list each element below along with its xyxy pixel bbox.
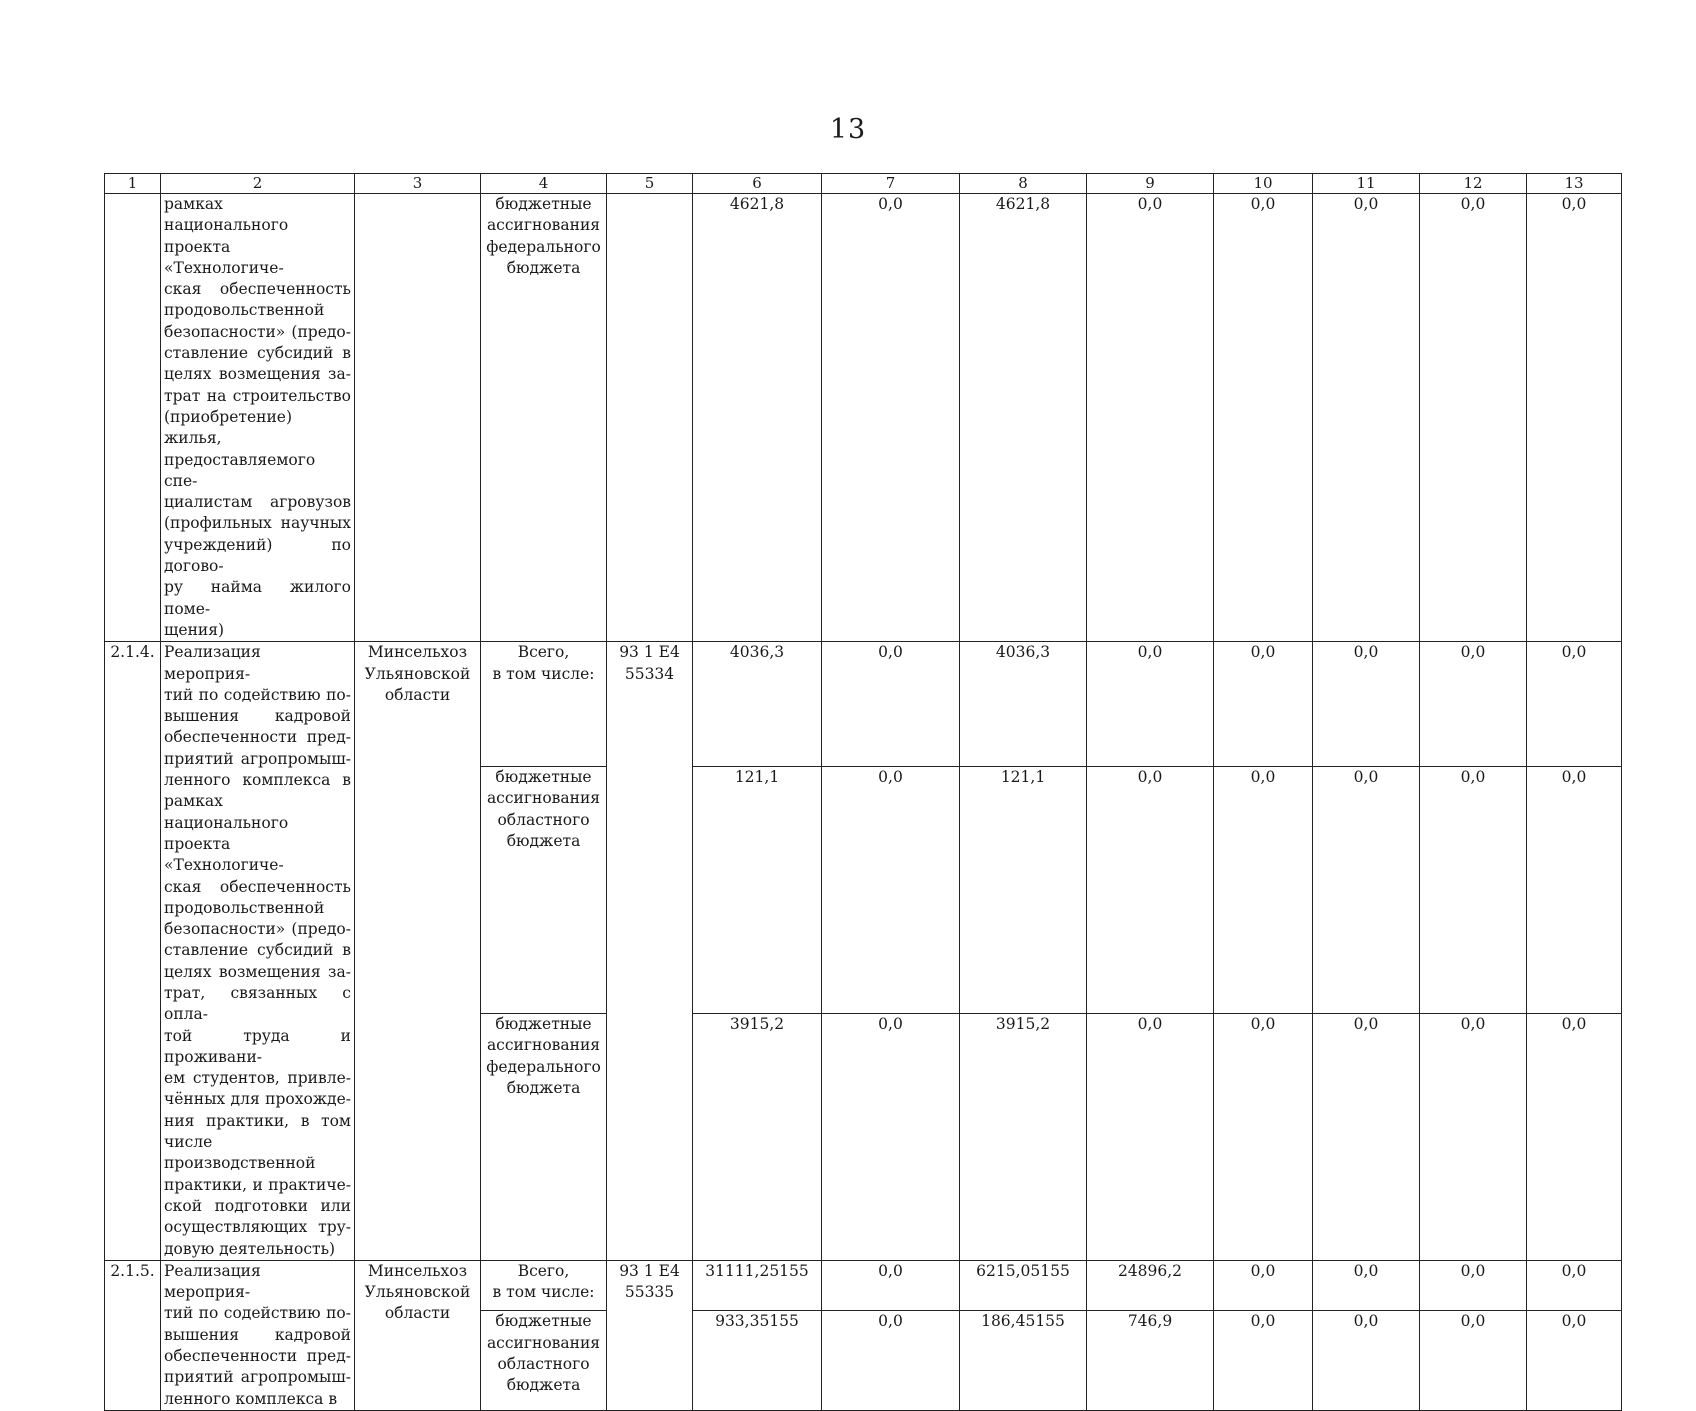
value-cell: 0,0 [822, 1260, 960, 1310]
description-line: осуществляющих тру- [164, 1218, 351, 1237]
code-cell [607, 1260, 693, 1410]
description-line: предоставляемого спе- [164, 450, 316, 490]
description-line: приятий агропромыш- [164, 749, 351, 768]
col-header: 9 [1087, 174, 1214, 194]
value-cell: 0,0 [1087, 1013, 1214, 1260]
description-line: рамках национального [164, 792, 289, 832]
description-line: ленного комплекса в [164, 1389, 338, 1408]
description-line: целях возмещения за- [164, 962, 351, 981]
funding-source [481, 1311, 607, 1411]
cell-line: бюджета [506, 831, 581, 850]
value-cell: 0,0 [1087, 767, 1214, 1014]
value-cell: 0,0 [1087, 194, 1214, 642]
measure-description [161, 194, 355, 642]
value-cell: 0,0 [1420, 1260, 1527, 1310]
row-number-cell: 2.1.4. [105, 642, 161, 1261]
description-line: циалистам агровузов [164, 493, 351, 512]
cell-line: областного [497, 1354, 590, 1373]
cell-line: области [384, 685, 451, 704]
description-line: ленного комплекса в [164, 771, 351, 790]
value-cell: 0,0 [822, 642, 960, 767]
value-cell: 0,0 [1214, 1260, 1313, 1310]
description-line: вышения кадровой [164, 707, 351, 726]
cell-line: ассигнования [486, 216, 601, 235]
description-line: ставление субсидий в [164, 941, 351, 960]
value-cell: 0,0 [1313, 194, 1420, 642]
value-cell: 0,0 [1313, 1260, 1420, 1310]
description-line: ру найма жилого поме- [164, 578, 351, 618]
description-line: вышения кадровой [164, 1325, 351, 1344]
col-header: 6 [693, 174, 822, 194]
value-cell: 0,0 [1214, 1311, 1313, 1411]
cell-line: федерального [486, 237, 601, 256]
description-line: трат на строительство [164, 386, 351, 405]
executor-cell [355, 194, 481, 642]
value-cell: 0,0 [822, 1013, 960, 1260]
cell-line: областного [497, 810, 590, 829]
col-header: 4 [481, 174, 607, 194]
col-header: 1 [105, 174, 161, 194]
value-cell: 0,0 [822, 194, 960, 642]
funding-source [481, 1013, 607, 1260]
description-line: Реализация мероприя- [164, 643, 261, 683]
description-line: проекта «Технологиче- [164, 834, 284, 875]
description-line: (приобретение) жилья, [164, 407, 293, 448]
cell-line: бюджетные [495, 195, 592, 213]
value-cell: 121,1 [960, 767, 1087, 1014]
cell-line: в том числе: [492, 1283, 595, 1302]
row-number-cell: 2.1.5. [105, 1260, 161, 1410]
cell-line: 93 1 E4 [619, 643, 680, 662]
col-header: 12 [1420, 174, 1527, 194]
cell-line: Ульяновской [364, 664, 471, 683]
value-cell: 4621,8 [693, 194, 822, 642]
value-cell: 0,0 [1527, 194, 1622, 642]
value-cell: 4036,3 [960, 642, 1087, 767]
description-line: (профильных научных [164, 514, 351, 533]
table-row [105, 642, 1622, 767]
value-cell: 0,0 [1214, 194, 1313, 642]
description-line: обеспеченности пред- [164, 728, 351, 747]
value-cell: 0,0 [1420, 642, 1527, 767]
cell-line: ассигнования [486, 789, 601, 808]
description-line: ская обеспеченность [164, 280, 351, 299]
description-line: целях возмещения за- [164, 365, 351, 384]
cell-line: бюджета [506, 1376, 581, 1395]
description-line: практики, и практиче- [164, 1175, 351, 1194]
value-cell: 0,0 [1527, 767, 1622, 1014]
cell-line: ассигнования [486, 1036, 601, 1055]
description-line: продовольственной [164, 898, 325, 917]
cell-line: ассигнования [486, 1333, 601, 1352]
cell-line: бюджета [506, 258, 581, 277]
value-cell: 0,0 [1420, 767, 1527, 1014]
cell-line: 55334 [624, 664, 675, 683]
table-row [105, 194, 1622, 642]
cell-line: бюджета [506, 1078, 581, 1097]
description-line: рамках национального [164, 195, 289, 235]
value-cell: 0,0 [1313, 1311, 1420, 1411]
description-line: ской подготовки или [164, 1196, 351, 1215]
col-header: 3 [355, 174, 481, 194]
description-line: ставление субсидий в [164, 344, 351, 363]
funding-source [481, 642, 607, 767]
funding-source [481, 767, 607, 1014]
value-cell: 0,0 [1214, 642, 1313, 767]
cell-line: федерального [486, 1057, 601, 1076]
col-header: 11 [1313, 174, 1420, 194]
value-cell: 0,0 [822, 767, 960, 1014]
description-line: ем студентов, привле- [164, 1069, 351, 1088]
col-header: 8 [960, 174, 1087, 194]
value-cell: 0,0 [1214, 767, 1313, 1014]
description-line: проекта «Технологиче- [164, 237, 284, 277]
description-line: щения) [164, 620, 225, 639]
cell-line: Минсельхоз [367, 1261, 468, 1280]
value-cell: 0,0 [1313, 767, 1420, 1014]
description-line: ская обеспеченность [164, 877, 351, 896]
description-line: безопасности» (предо- [164, 920, 351, 939]
col-header: 7 [822, 174, 960, 194]
executor-cell [355, 642, 481, 1261]
value-cell: 4621,8 [960, 194, 1087, 642]
cell-line: 93 1 E4 [619, 1261, 680, 1280]
value-cell: 6215,05155 [960, 1260, 1087, 1310]
code-cell [607, 194, 693, 642]
funding-source [481, 1260, 607, 1310]
value-cell: 0,0 [1420, 1311, 1527, 1411]
value-cell: 3915,2 [960, 1013, 1087, 1260]
description-line: продовольственной [164, 301, 325, 320]
value-cell: 0,0 [1420, 194, 1527, 642]
row-number-cell [105, 194, 161, 642]
cell-line: Всего, [517, 643, 570, 662]
description-line: приятий агропромыш- [164, 1368, 351, 1387]
description-line: безопасности» (предо- [164, 322, 351, 341]
value-cell: 0,0 [822, 1311, 960, 1411]
value-cell: 3915,2 [693, 1013, 822, 1260]
value-cell: 0,0 [1527, 642, 1622, 767]
header-row [105, 174, 1622, 194]
value-cell: 0,0 [1527, 1013, 1622, 1260]
value-cell: 0,0 [1313, 1013, 1420, 1260]
value-cell: 933,35155 [693, 1311, 822, 1411]
description-line: учреждений) по догово- [164, 535, 351, 576]
description-line: довую деятельность) [164, 1239, 336, 1258]
table-row [105, 1260, 1622, 1310]
code-cell [607, 642, 693, 1261]
cell-line: Минсельхоз [367, 643, 468, 662]
description-line: ния практики, в том [164, 1111, 351, 1130]
description-line: обеспеченности пред- [164, 1347, 351, 1366]
executor-cell [355, 1260, 481, 1410]
measure-description [161, 1260, 355, 1410]
cell-line: в том числе: [492, 664, 595, 683]
col-header: 10 [1214, 174, 1313, 194]
description-line: тий по содействию по- [164, 1304, 351, 1323]
value-cell: 0,0 [1527, 1260, 1622, 1310]
value-cell: 0,0 [1420, 1013, 1527, 1260]
description-line: чённых для прохожде- [164, 1090, 351, 1109]
budget-table [104, 173, 1622, 1411]
description-line: тий по содействию по- [164, 685, 351, 704]
funding-source [481, 194, 607, 642]
cell-line: бюджетные [495, 1312, 592, 1331]
description-line: трат, связанных с опла- [164, 983, 351, 1024]
value-cell: 121,1 [693, 767, 822, 1014]
description-line: той труда и проживани- [164, 1026, 351, 1066]
value-cell: 0,0 [1313, 642, 1420, 767]
cell-line: области [384, 1304, 451, 1323]
value-cell: 4036,3 [693, 642, 822, 767]
cell-line: бюджетные [495, 768, 592, 787]
value-cell: 746,9 [1087, 1311, 1214, 1411]
value-cell: 0,0 [1087, 642, 1214, 767]
cell-line: 55335 [624, 1283, 675, 1302]
value-cell: 0,0 [1214, 1013, 1313, 1260]
cell-line: бюджетные [495, 1014, 592, 1033]
col-header: 13 [1527, 174, 1622, 194]
value-cell: 0,0 [1527, 1311, 1622, 1411]
measure-description [161, 642, 355, 1261]
cell-line: Всего, [517, 1261, 570, 1280]
page-number: 13 [829, 114, 867, 145]
description-line: Реализация мероприя- [164, 1261, 261, 1302]
value-cell: 186,45155 [960, 1311, 1087, 1411]
description-line: числе производственной [164, 1133, 316, 1173]
value-cell: 24896,2 [1087, 1260, 1214, 1310]
cell-line: Ульяновской [364, 1283, 471, 1302]
col-header: 2 [161, 174, 355, 194]
col-header: 5 [607, 174, 693, 194]
value-cell: 31111,25155 [693, 1260, 822, 1310]
